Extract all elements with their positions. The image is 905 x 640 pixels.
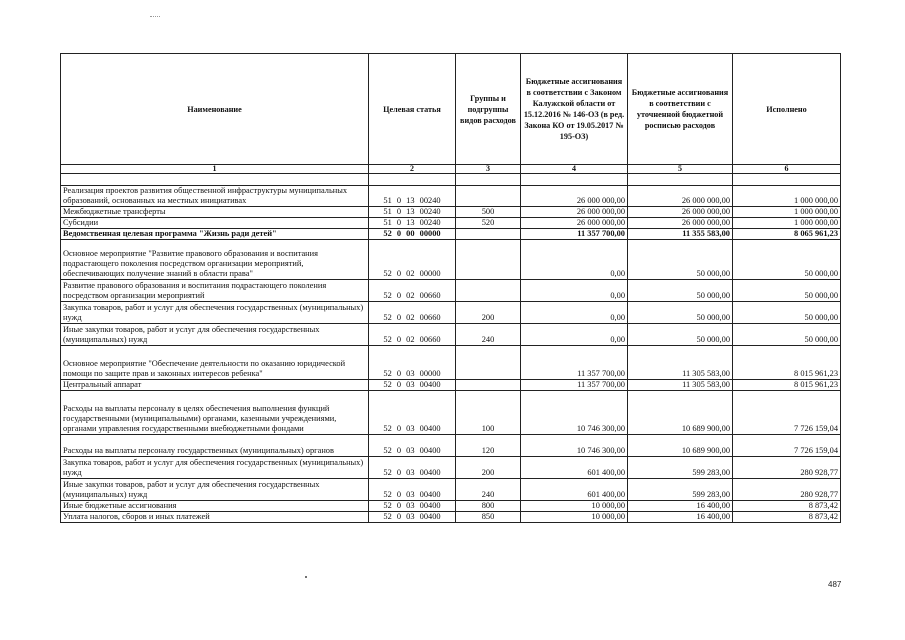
table-row [61, 324, 841, 346]
row-refined: 16 400,00 [628, 501, 733, 512]
row-code: 52 0 03 00400 [369, 479, 456, 501]
row-refined: 599 283,00 [628, 479, 733, 501]
row-approved: 11 357 700,00 [521, 229, 628, 240]
table-row [61, 229, 841, 240]
column-number-row [61, 165, 841, 174]
row-name: Основное мероприятие "Обеспечение деятельности по оказанию юридической помощи по защите прав и законных интересов ребенка" [61, 346, 369, 380]
row-group: 240 [456, 479, 521, 501]
row-name: Закупка товаров, работ и услуг для обеспечения государственных (муниципальных) нужд [61, 302, 369, 324]
row-code: 51 0 13 00240 [369, 218, 456, 229]
row-name: Уплата налогов, сборов и иных платежей [61, 512, 369, 523]
row-executed: 50 000,00 [733, 240, 841, 280]
row-group [456, 229, 521, 240]
row-executed: 8 015 961,23 [733, 346, 841, 380]
row-refined: 10 689 900,00 [628, 391, 733, 435]
row-code: 52 0 03 00400 [369, 380, 456, 391]
row-approved: 10 000,00 [521, 501, 628, 512]
row-approved: 26 000 000,00 [521, 218, 628, 229]
row-approved: 0,00 [521, 324, 628, 346]
row-executed: 50 000,00 [733, 280, 841, 302]
header-refined-allocations: Бюджетные ассигнования в соответствии с уточненной бюджетной росписью расходов [628, 54, 733, 165]
row-executed: 50 000,00 [733, 302, 841, 324]
table-row [61, 240, 841, 280]
row-code: 52 0 03 00400 [369, 391, 456, 435]
row-refined: 50 000,00 [628, 280, 733, 302]
row-approved: 10 746 300,00 [521, 391, 628, 435]
column-number-4: 4 [521, 165, 628, 174]
row-group: 500 [456, 207, 521, 218]
row-name: Ведомственная целевая программа "Жизнь ради детей" [61, 229, 369, 240]
row-name: Закупка товаров, работ и услуг для обеспечения государственных (муниципальных) нужд [61, 457, 369, 479]
row-name: Развитие правового образования и воспитания подрастающего поколения посредством организации мероприятий [61, 280, 369, 302]
row-executed: 8 015 961,23 [733, 380, 841, 391]
row-executed: 50 000,00 [733, 324, 841, 346]
column-number-5: 5 [628, 165, 733, 174]
row-code: 52 0 02 00660 [369, 324, 456, 346]
row-executed: 1 000 000,00 [733, 218, 841, 229]
row-code: 52 0 02 00660 [369, 280, 456, 302]
row-code: 51 0 13 00240 [369, 207, 456, 218]
row-executed: 280 928,77 [733, 457, 841, 479]
row-approved: 0,00 [521, 302, 628, 324]
table-row [61, 207, 841, 218]
table-row [61, 391, 841, 435]
table-row [61, 380, 841, 391]
scan-mark [150, 16, 160, 17]
column-number-3: 3 [456, 165, 521, 174]
budget-table [60, 53, 841, 523]
row-code: 51 0 13 00240 [369, 186, 456, 207]
row-group [456, 186, 521, 207]
row-refined: 11 305 583,00 [628, 346, 733, 380]
row-code: 52 0 02 00660 [369, 302, 456, 324]
row-name: Основное мероприятие "Развитие правового образования и воспитания подрастающего поколения посредством организации мероприятий, обеспечивающих получение знаний в области права" [61, 240, 369, 280]
row-executed: 7 726 159,04 [733, 391, 841, 435]
header-name: Наименование [61, 54, 369, 165]
table-row [61, 435, 841, 457]
row-refined: 11 305 583,00 [628, 380, 733, 391]
row-name: Центральный аппарат [61, 380, 369, 391]
row-code: 52 0 00 00000 [369, 229, 456, 240]
row-approved: 26 000 000,00 [521, 186, 628, 207]
row-code: 52 0 03 00400 [369, 457, 456, 479]
row-code: 52 0 03 00000 [369, 346, 456, 380]
row-code: 52 0 03 00400 [369, 512, 456, 523]
row-executed: 8 065 961,23 [733, 229, 841, 240]
row-executed: 1 000 000,00 [733, 207, 841, 218]
column-number-1: 1 [61, 165, 369, 174]
table-row [61, 280, 841, 302]
row-refined: 10 689 900,00 [628, 435, 733, 457]
table-row [61, 457, 841, 479]
row-refined: 599 283,00 [628, 457, 733, 479]
row-executed: 8 873,42 [733, 501, 841, 512]
row-group: 100 [456, 391, 521, 435]
row-group [456, 346, 521, 380]
row-group: 800 [456, 501, 521, 512]
row-name: Межбюджетные трансферты [61, 207, 369, 218]
row-group: 240 [456, 324, 521, 346]
row-approved: 11 357 700,00 [521, 380, 628, 391]
row-approved: 26 000 000,00 [521, 207, 628, 218]
row-refined: 26 000 000,00 [628, 186, 733, 207]
row-code: 52 0 03 00400 [369, 501, 456, 512]
row-refined: 11 355 583,00 [628, 229, 733, 240]
header-target-article: Целевая статья [369, 54, 456, 165]
row-refined: 26 000 000,00 [628, 207, 733, 218]
row-approved: 10 000,00 [521, 512, 628, 523]
row-name: Расходы на выплаты персоналу в целях обеспечения выполнения функций государственными (муниципальными) органами, казенными учреждениями, органами управления государственными внебюджетными фондами [61, 391, 369, 435]
row-name: Иные бюджетные ассигнования [61, 501, 369, 512]
row-name: Субсидии [61, 218, 369, 229]
table-row [61, 501, 841, 512]
row-approved: 11 357 700,00 [521, 346, 628, 380]
scan-speck [305, 576, 307, 578]
spacer-row [61, 174, 841, 186]
row-name: Иные закупки товаров, работ и услуг для обеспечения государственных (муниципальных) нужд [61, 479, 369, 501]
row-executed: 7 726 159,04 [733, 435, 841, 457]
row-approved: 601 400,00 [521, 457, 628, 479]
table-row [61, 346, 841, 380]
row-group [456, 240, 521, 280]
row-approved: 0,00 [521, 240, 628, 280]
row-approved: 0,00 [521, 280, 628, 302]
table-row [61, 218, 841, 229]
row-refined: 16 400,00 [628, 512, 733, 523]
table-row [61, 302, 841, 324]
header-approved-allocations: Бюджетные ассигнования в соответствии с Законом Калужской области от 15.12.2016 № 146-ОЗ (в ред. Закона КО от 19.05.2017 № 195-ОЗ) [521, 54, 628, 165]
table-row [61, 186, 841, 207]
row-group [456, 380, 521, 391]
row-refined: 26 000 000,00 [628, 218, 733, 229]
row-executed: 280 928,77 [733, 479, 841, 501]
row-group: 520 [456, 218, 521, 229]
table-row [61, 512, 841, 523]
header-row [61, 54, 841, 165]
row-approved: 10 746 300,00 [521, 435, 628, 457]
table-row [61, 479, 841, 501]
row-group: 850 [456, 512, 521, 523]
row-name: Расходы на выплаты персоналу государственных (муниципальных) органов [61, 435, 369, 457]
row-refined: 50 000,00 [628, 324, 733, 346]
row-refined: 50 000,00 [628, 240, 733, 280]
header-expense-groups: Группы и подгруппы видов расходов [456, 54, 521, 165]
row-approved: 601 400,00 [521, 479, 628, 501]
column-number-2: 2 [369, 165, 456, 174]
row-code: 52 0 02 00000 [369, 240, 456, 280]
row-group: 120 [456, 435, 521, 457]
row-executed: 1 000 000,00 [733, 186, 841, 207]
row-group: 200 [456, 457, 521, 479]
row-code: 52 0 03 00400 [369, 435, 456, 457]
row-refined: 50 000,00 [628, 302, 733, 324]
row-executed: 8 873,42 [733, 512, 841, 523]
row-group [456, 280, 521, 302]
column-number-6: 6 [733, 165, 841, 174]
row-group: 200 [456, 302, 521, 324]
row-name: Реализация проектов развития общественной инфраструктуры муниципальных образований, основанных на местных инициативах [61, 186, 369, 207]
row-name: Иные закупки товаров, работ и услуг для обеспечения государственных (муниципальных) нужд [61, 324, 369, 346]
page-number: 487 [828, 580, 842, 589]
header-executed: Исполнено [733, 54, 841, 165]
